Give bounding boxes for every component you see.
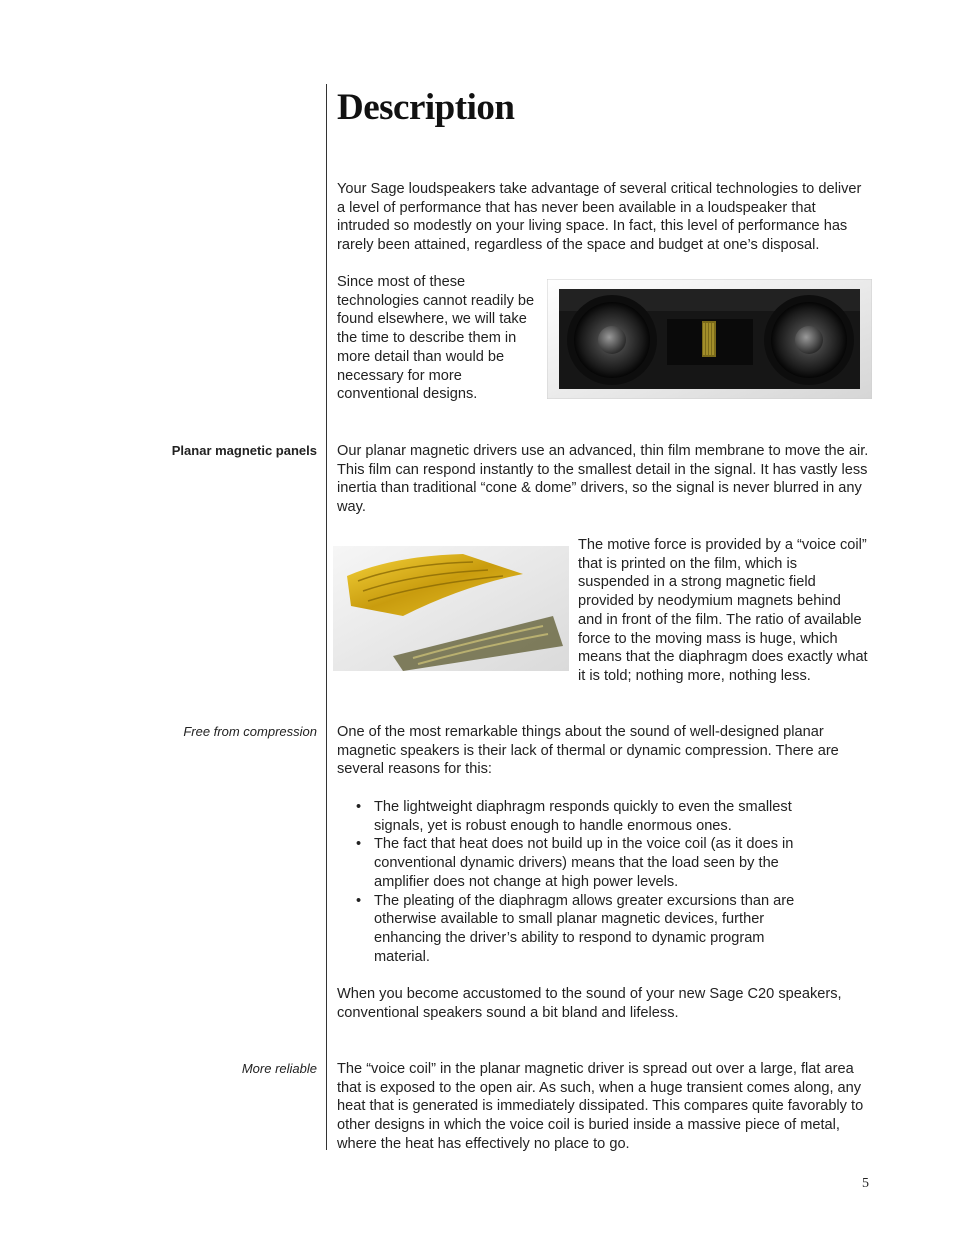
heading-free-from-compression: Free from compression	[183, 724, 317, 739]
page-number: 5	[862, 1176, 869, 1191]
compression-paragraph-2: When you become accustomed to the sound of your new Sage C20 speakers, conventional speakers sound a bit bland and lifeless.	[337, 986, 842, 1021]
intro-paragraph-2: Since most of these technologies cannot readily be found elsewhere, we will take the time to describe them in more detail than would be necessary for more conventional designs.	[337, 274, 535, 403]
heading-planar-magnetic: Planar magnetic panels	[171, 443, 317, 458]
margin-rule	[326, 84, 327, 1150]
speaker-photo	[547, 279, 872, 399]
compression-paragraph-1: One of the most remarkable things about the sound of well-designed planar magnetic speakers is their lack of thermal or dynamic compression. There are several reasons for this:	[337, 724, 839, 778]
list-item: • The pleating of the diaphragm allows greater excursions than are otherwise available to small planar magnetic devices, further enhancing the driver’s ability to respond to dynamic program material.	[356, 892, 816, 967]
page-title: Description	[337, 87, 515, 128]
list-item: • The fact that heat does not build up in the voice coil (as it does in conventional dynamic drivers) means that the load seen by the amplifier does not change at high power levels.	[356, 835, 816, 891]
planar-film-photo	[333, 546, 569, 671]
planar-paragraph-2: The motive force is provided by a “voice coil” that is printed on the film, which is suspended in a strong magnetic field provided by neodymium magnets behind and in front of the film. The ratio of available force to the moving mass is huge, which means that the diaphragm does exactly what it is told; nothing more, nothing less.	[578, 537, 868, 684]
reliable-paragraph-1: The “voice coil” in the planar magnetic driver is spread out over a large, flat area that is exposed to the open air. As such, when a huge transient comes along, any heat that is generated is immediately dissipated. This compares quite favorably to other designs in which the voice coil is buried inside a massive piece of metal, where the heat has effectively no place to go.	[337, 1061, 864, 1152]
heading-more-reliable: More reliable	[241, 1061, 317, 1076]
planar-paragraph-1: Our planar magnetic drivers use an advanced, thin film membrane to move the air. This film can respond instantly to the smallest detail in the signal. It has vastly less inertia than traditional “cone & dome” drivers, so the signal is never blurred in any way.	[337, 443, 869, 516]
intro-paragraph-1: Your Sage loudspeakers take advantage of several critical technologies to deliver a level of performance that has never been available in a loudspeaker that intruded so modestly on your living space. In fact, this level of performance has rarely been attained, regardless of the space and budget at one’s disposal.	[337, 181, 862, 254]
compression-bullet-list	[356, 798, 816, 966]
list-item: • The lightweight diaphragm responds quickly to even the smallest signals, yet is robust enough to handle enormous ones.	[356, 798, 816, 835]
